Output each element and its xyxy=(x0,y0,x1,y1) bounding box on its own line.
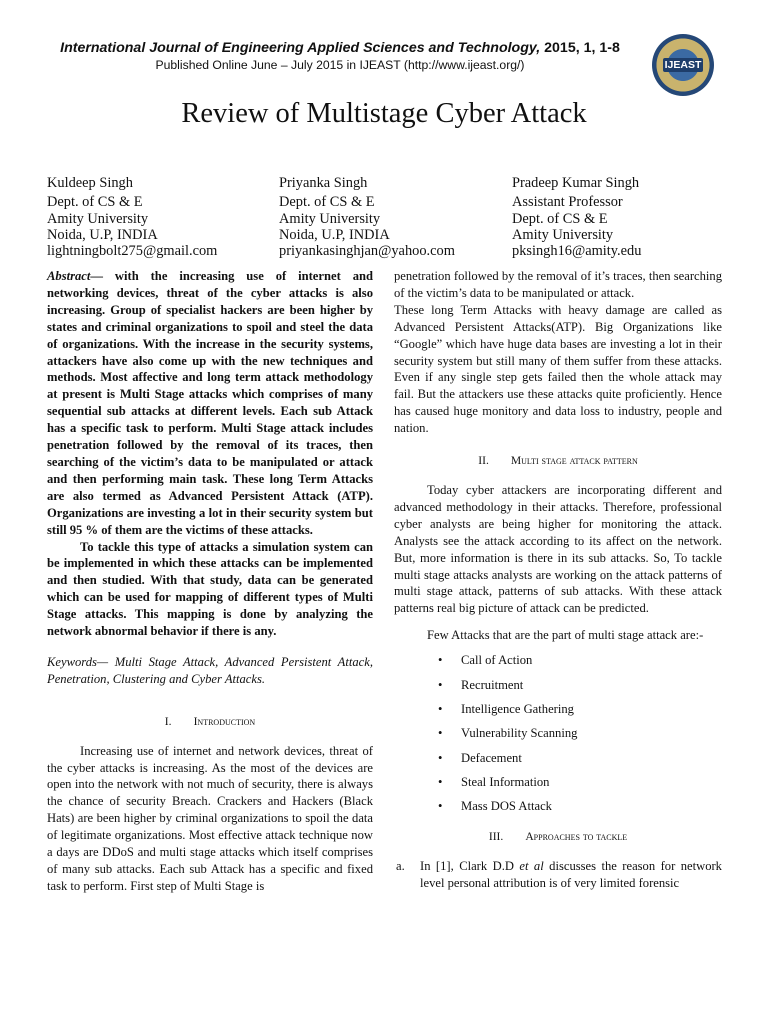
author-position: Assistant Professor xyxy=(512,194,623,211)
journal-name: International Journal of Engineering Applied Sciences and Technology, xyxy=(60,40,541,56)
section-title: Multi stage attack pattern xyxy=(510,454,638,468)
right-column xyxy=(394,268,722,892)
bullet-icon: • xyxy=(438,750,443,765)
author-affiliation: Amity University xyxy=(279,210,381,227)
keywords-label: Keywords xyxy=(47,654,97,669)
section-heading-introduction xyxy=(47,714,373,731)
bullet-icon: • xyxy=(438,701,443,716)
list-item: • Mass DOS Attack xyxy=(438,799,552,814)
bullet-icon: • xyxy=(438,799,443,814)
left-column xyxy=(47,268,373,895)
author-affiliation: Amity University xyxy=(47,210,149,227)
author-block-2 xyxy=(279,175,455,259)
keywords xyxy=(47,654,373,688)
bullet-icon: • xyxy=(438,677,443,692)
list-item: • Recruitment xyxy=(438,677,524,692)
list-item: • Call of Action xyxy=(438,653,533,668)
journal-logo xyxy=(652,34,714,96)
section-heading-multistage xyxy=(394,453,722,470)
author-location: Noida, U.P, INDIA xyxy=(47,226,158,243)
section-number: III. xyxy=(488,829,504,843)
abstract-text: with the increasing use of internet and networking devices, threat of the cyber attacks is also increasing. Group of specialist hackers are been higher by states and criminal organizations to spoil and steel the data of organizations. With the increase in the security systems, attackers have also come up with the new techniques and methods. Most affective and long term attack methodology at present is Multi Stage attacks which comprises of many sequential sub attacks at different levels. Each sub Attack has a specific task to perform. Multi Stage attack includes penetration followed by the removal of its traces, then searching of the victim’s data to be manipulated or attack and then performing main task. These long Term Attacks are also termed as Advanced Persistent Attack (ATP). Organizations are investing a lot in their security system but still 95 % of them are the victims of these attacks. xyxy=(47,269,373,537)
author-affiliation: Amity University xyxy=(512,226,614,243)
author-email: priyankasinghjan@yahoo.com xyxy=(279,243,455,260)
author-name: Priyanka Singh xyxy=(279,175,368,191)
abstract-label: Abstract xyxy=(47,269,91,283)
list-intro: Few Attacks that are the part of multi stage attack are:- xyxy=(427,628,704,643)
abstract-dash: — xyxy=(90,269,115,283)
paper-title: Review of Multistage Cyber Attack xyxy=(181,98,587,129)
continued-text: penetration followed by the removal of it’s traces, then searching of the victim’s data to be manipulated or attack. xyxy=(394,269,722,300)
section-heading-approaches xyxy=(394,829,722,846)
author-email: lightningbolt275@gmail.com xyxy=(47,243,218,260)
logo-text: IJEAST xyxy=(664,59,702,71)
list-item: • Defacement xyxy=(438,750,522,765)
bullet-icon: • xyxy=(438,775,443,790)
journal-header xyxy=(40,40,640,72)
approach-item: a. In [1], Clark D.D et al discusses the reason for network level personal attribution is of very limited forensic xyxy=(396,858,722,890)
author-location: Noida, U.P, INDIA xyxy=(279,226,390,243)
item-marker: a. xyxy=(396,858,405,873)
bullet-icon: • xyxy=(438,653,443,668)
list-item: • Steal Information xyxy=(438,775,550,790)
author-name: Pradeep Kumar Singh xyxy=(512,175,640,191)
bullet-icon: • xyxy=(438,726,443,741)
author-name: Kuldeep Singh xyxy=(47,175,133,191)
abstract-paragraph-2: To tackle this type of attacks a simulation system can be implemented in which these attacks can be implemented and then studied. With that study, data can be generated which can be used for mapping of different types of Multi Stage attacks. This mapping is done by analyzing the network abnormal behavior if there is any. xyxy=(47,539,373,639)
journal-citation xyxy=(40,40,640,56)
section2-text: Today cyber attackers are incorporating different and advanced methodology in their attacks. Therefore, professional cyber analysts are being higher for monitoring the attack. Analysts see the attack according to its affect on the network. But, more information is there in its sub attacks. So, To tackle multi stage attacks analysts are working on the attack patterns of multi stage attack, patterns of sub attacks. With these attack patterns real big picture of attack can be predicted. xyxy=(394,482,722,616)
introduction-text: Increasing use of internet and network devices, threat of the cyber attacks is increasing. As the most of the devices are open into the network with not much of security, there is always the chance of security Breach. Crackers and Hackers (Black Hats) are been higher by criminal organizations to spoil the data of legitimate organizations. Most effective attack technique now a days are DDoS and multi stage attacks which itself comprises of many sub attacks. Each sub Attack has a specific and fixed task to perform. First step of Multi Stage is xyxy=(47,743,373,893)
list-item: • Vulnerability Scanning xyxy=(438,726,578,741)
section-title: Approaches to tackle xyxy=(525,829,628,843)
attack-list xyxy=(394,652,722,823)
section-number: II. xyxy=(478,454,489,468)
keywords-text: Multi Stage Attack, Advanced Persistent Attack, Penetration, Clustering and Cyber Attacks. xyxy=(47,654,373,686)
list-item: • Intelligence Gathering xyxy=(438,701,574,716)
author-block-1 xyxy=(47,175,217,259)
keywords-dash: — xyxy=(96,654,115,669)
section-number: I. xyxy=(164,714,172,728)
author-email: pksingh16@amity.edu xyxy=(512,243,642,260)
author-block-3 xyxy=(512,175,641,259)
continued-text-2: These long Term Attacks with heavy damage are called as Advanced Persistent Attacks(ATP). Big Organizations like “Google” which have huge data bases are investing a lot in their security system but still many of them suffer from these attacks. Even if any single step gets failed then the whole attack may fail. But the attackers use these attacks quite proficiently. Hence has caused huge monitory and data loss to industry, people and nation. xyxy=(394,302,722,436)
author-dept: Dept. of CS & E xyxy=(279,194,375,211)
abstract xyxy=(47,268,373,539)
author-dept: Dept. of CS & E xyxy=(512,210,608,227)
publication-line: Published Online June – July 2015 in IJEAST (http://www.ijeast.org/) xyxy=(155,58,525,72)
author-dept: Dept. of CS & E xyxy=(47,194,143,211)
journal-issue: 2015, 1, 1-8 xyxy=(540,40,620,56)
section-title: Introduction xyxy=(193,714,256,728)
